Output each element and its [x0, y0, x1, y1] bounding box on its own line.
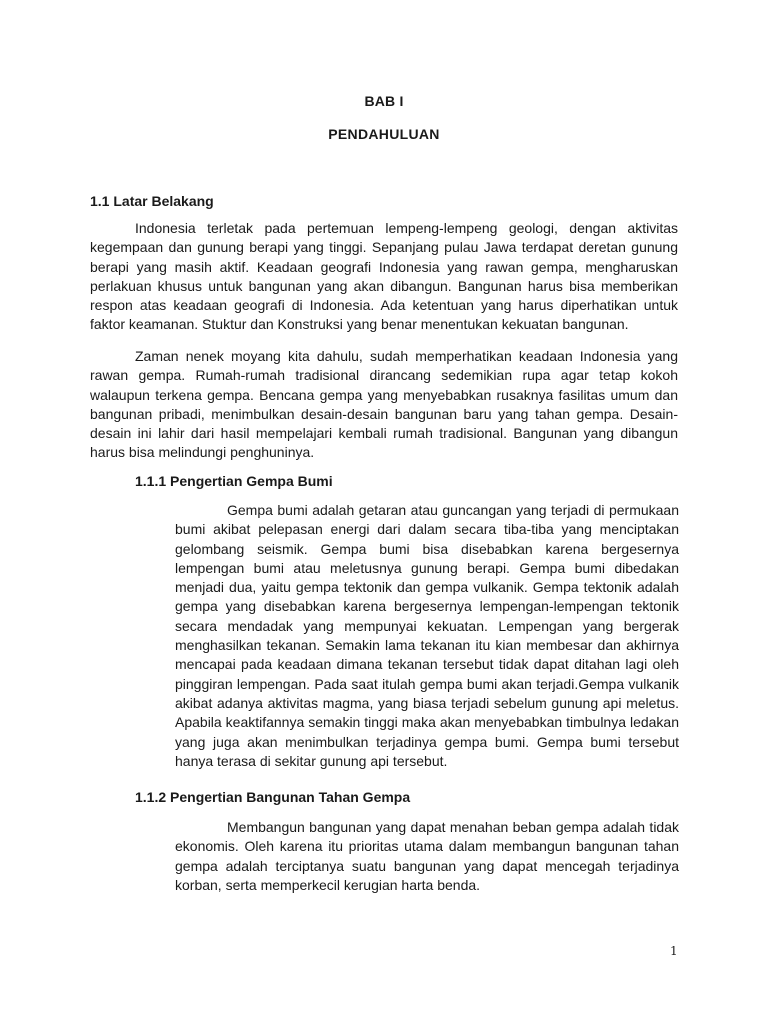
- section-heading-latar-belakang: 1.1 Latar Belakang: [90, 193, 214, 209]
- subsection-heading-bangunan-tahan-gempa: 1.1.2 Pengertian Bangunan Tahan Gempa: [135, 789, 411, 805]
- chapter-title: PENDAHULUAN: [328, 126, 440, 142]
- paragraph-bangunan-tahan-gempa: Membangun bangunan yang dapat menahan beban gempa adalah tidak ekonomis. Oleh karena itu prioritas utama dalam membangun bangunan tahan gempa adalah terciptanya suatu bangunan yang dapat mencegah terjadinya korban, serta memperkecil kerugian harta benda.: [175, 819, 679, 893]
- subsection-heading-gempa-bumi: 1.1.1 Pengertian Gempa Bumi: [135, 473, 333, 489]
- paragraph-latar-belakang-2: Zaman nenek moyang kita dahulu, sudah memperhatikan keadaan Indonesia yang rawan gempa. Rumah-rumah tradisional dirancang sedemikian rupa agar tetap kokoh walaupun terkena gempa. Bencana gempa yang menyebabkan rusaknya fasilitas umum dan bangunan pribadi, menimbulkan desain-desain bangunan baru yang tahan gempa. Desain-desain ini lahir dari hasil mempelajari kembali rumah tradisional. Bangunan yang dibangun harus bisa melindungi penghuninya.: [90, 348, 678, 461]
- chapter-number: BAB I: [364, 93, 404, 109]
- paragraph-gempa-bumi: Gempa bumi adalah getaran atau guncangan yang terjadi di permukaan bumi akibat pelepasan energi dari dalam secara tiba-tiba yang menciptakan gelombang seismik. Gempa bumi bisa disebabkan karena bergesernya lempengan bumi atau meletusnya gunung berapi. Gempa bumi dibedakan menjadi dua, yaitu gempa tektonik dan gempa vulkanik. Gempa tektonik adalah gempa yang disebabkan karena bergesernya lempengan-lempengan tektonik secara mendadak yang mempunyai kekuatan. Lempengan yang bergerak menghasilkan tekanan. Semakin lama tekanan itu kian membesar dan akhirnya mencapai pada keadaan dimana tekanan tersebut tidak dapat ditahan lagi oleh pinggiran lempengan. Pada saat itulah gempa bumi akan terjadi.Gempa vulkanik akibat adanya aktivitas magma, yang biasa terjadi sebelum gunung api meletus. Apabila keaktifannya semakin tinggi maka akan menyebabkan timbulnya ledakan yang juga akan menimbulkan terjadinya gempa bumi. Gempa bumi tersebut hanya terasa di sekitar gunung api tersebut.: [175, 502, 679, 769]
- paragraph-latar-belakang-1: Indonesia terletak pada pertemuan lempeng-lempeng geologi, dengan aktivitas kegempaan dan gunung berapi yang tinggi. Sepanjang pulau Jawa terdapat deretan gunung berapi yang masih aktif. Keadaan geografi Indonesia yang rawan gempa, mengharuskan perlakuan khusus untuk bangunan yang akan dibangun. Bangunan harus bisa memberikan respon atas keadaan geografi di Indonesia. Ada ketentuan yang harus diperhatikan untuk faktor keamanan. Stuktur dan Konstruksi yang benar menentukan kekuatan bangunan.: [90, 220, 678, 333]
- page-number: 1: [670, 944, 678, 958]
